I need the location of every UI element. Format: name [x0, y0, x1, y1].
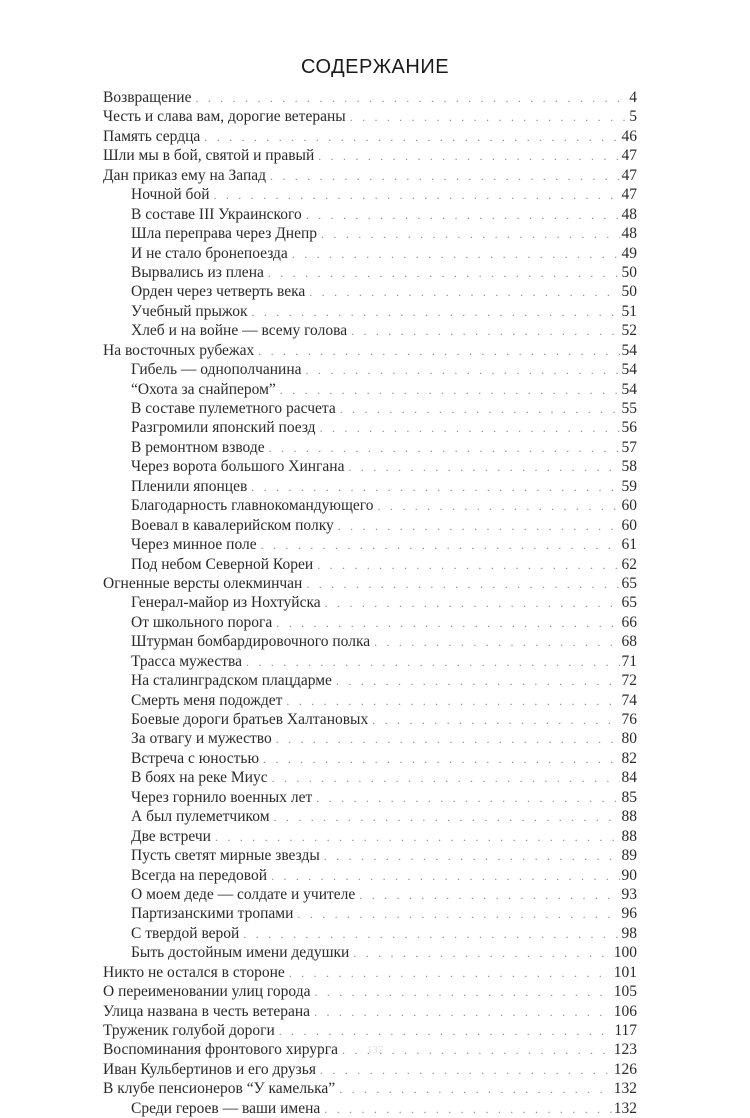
toc-entry: [103, 399, 637, 418]
toc-entry-page: 61: [621, 536, 637, 554]
dot-leader: [317, 556, 619, 574]
dot-leader: [204, 128, 619, 146]
toc-entry: [103, 88, 637, 107]
toc-entry: [103, 380, 637, 399]
toc-entry-title: Улица названа в честь ветерана: [103, 1002, 311, 1020]
toc-entry-page: 88: [621, 808, 637, 826]
toc-entry-title: Штурман бомбардировочного полка: [131, 633, 371, 651]
dot-leader: [350, 108, 628, 126]
dot-leader: [316, 789, 619, 807]
toc-entry-page: 90: [621, 866, 637, 884]
toc-entry-page: 93: [621, 885, 637, 903]
toc-entry-title: Воевал в кавалерийском полку: [131, 516, 334, 534]
toc-entry-title: Всегда на передовой: [131, 866, 268, 884]
dot-leader: [286, 692, 619, 710]
toc-entry: [103, 107, 637, 126]
toc-entry-title: Партизанскими тропами: [131, 905, 294, 923]
toc-entry: [103, 729, 637, 748]
toc-entry: [103, 438, 637, 457]
toc-entry: [103, 574, 637, 593]
toc-entry: [103, 982, 637, 1001]
toc-entry-title: Через горнило военных лет: [131, 788, 313, 806]
dot-leader: [320, 1061, 612, 1079]
toc-entry-title: Среди героев — ваши имена: [131, 1099, 321, 1117]
toc-entry-title: Трасса мужества: [131, 652, 242, 670]
toc-entry: [103, 1002, 637, 1021]
toc-entry: [103, 244, 637, 263]
table-of-contents: [103, 88, 637, 1118]
toc-entry-page: 71: [621, 652, 637, 670]
dot-leader: [318, 147, 619, 165]
toc-entry-page: 65: [621, 574, 637, 592]
toc-entry: [103, 710, 637, 729]
toc-entry-page: 48: [621, 225, 637, 243]
toc-entry-title: Через ворота большого Хингана: [131, 458, 345, 476]
toc-entry-title: Возвращение: [103, 89, 192, 106]
toc-entry-title: Иван Кульбертинов и его друзья: [103, 1060, 316, 1078]
toc-entry-page: 46: [621, 127, 637, 145]
toc-entry-page: 60: [621, 497, 637, 515]
dot-leader: [243, 925, 619, 943]
toc-entry-page: 100: [613, 944, 637, 962]
toc-entry: [103, 924, 637, 943]
toc-entry-page: 82: [621, 749, 637, 767]
toc-entry: [103, 807, 637, 826]
toc-entry: [103, 963, 637, 982]
toc-entry: [103, 516, 637, 535]
toc-entry: [103, 613, 637, 632]
toc-entry-title: Честь и слава вам, дорогие ветераны: [103, 108, 346, 126]
toc-entry: [103, 652, 637, 671]
dot-leader: [251, 303, 619, 321]
toc-entry-title: Быть достойным имени дедушки: [131, 944, 350, 962]
toc-entry-title: О переименовании улиц города: [103, 983, 311, 1001]
toc-entry-title: И не стало бронепоезда: [131, 244, 288, 262]
toc-entry-page: 66: [621, 613, 637, 631]
toc-entry: [103, 943, 637, 962]
toc-entry-page: 55: [621, 400, 637, 417]
toc-entry-page: 58: [621, 458, 637, 476]
toc-entry-title: Дан приказ ему на Запад: [103, 166, 266, 184]
dot-leader: [213, 186, 619, 204]
toc-entry-page: 123: [613, 1041, 637, 1059]
toc-entry: [103, 496, 637, 515]
toc-entry-page: 54: [621, 361, 637, 379]
toc-entry-title: Шла переправа через Днепр: [131, 225, 318, 243]
dot-leader: [374, 633, 619, 651]
toc-entry-page: 57: [621, 438, 637, 456]
toc-entry: [103, 1060, 637, 1079]
toc-entry-title: Пленили японцев: [131, 477, 248, 495]
toc-entry: [103, 827, 637, 846]
toc-entry: [103, 1079, 637, 1098]
dot-leader: [261, 536, 620, 554]
toc-entry: [103, 418, 637, 437]
toc-entry-title: Труженик голубой дороги: [103, 1022, 275, 1039]
dot-leader: [258, 342, 619, 360]
toc-entry-title: От школьного порога: [131, 613, 273, 631]
dot-leader: [336, 672, 620, 690]
page-title: СОДЕРЖАНИЕ: [300, 56, 450, 78]
toc-entry-page: 89: [621, 847, 637, 865]
toc-entry-title: На сталинградском плацдарме: [131, 672, 332, 690]
toc-entry: [103, 866, 637, 885]
toc-entry-page: 101: [613, 963, 637, 981]
toc-entry-title: Боевые дороги братьев Халтановых: [131, 711, 369, 728]
toc-entry: [103, 477, 637, 496]
toc-entry: [103, 788, 637, 807]
toc-entry-page: 132: [613, 1080, 637, 1098]
dot-leader: [270, 167, 620, 185]
toc-entry: [103, 846, 637, 865]
toc-entry-page: 50: [621, 263, 637, 281]
dot-leader: [339, 1080, 612, 1098]
dot-leader: [353, 944, 611, 962]
toc-entry-page: 50: [621, 283, 637, 301]
toc-entry-page: 5: [629, 108, 637, 126]
dot-leader: [324, 847, 620, 865]
toc-entry-title: Вырвались из плена: [131, 263, 264, 281]
dot-leader: [314, 983, 611, 1001]
toc-entry: [103, 321, 637, 340]
toc-entry-page: 54: [621, 341, 637, 359]
toc-entry-title: Смерть меня подождет: [131, 691, 283, 709]
toc-entry-page: 132: [613, 1099, 637, 1117]
toc-entry: [103, 205, 637, 224]
toc-entry-page: 84: [621, 769, 637, 787]
toc-entry-title: Гибель — однополчанина: [131, 361, 302, 379]
dot-leader: [320, 419, 620, 437]
dot-leader: [263, 750, 619, 768]
toc-entry-page: 74: [621, 691, 637, 709]
toc-entry-title: Благодарность главнокомандующего: [131, 497, 374, 515]
toc-entry-title: В составе пулеметного расчета: [131, 400, 336, 417]
toc-entry-title: В ремонтном взводе: [131, 438, 265, 456]
dot-leader: [297, 905, 619, 923]
dot-leader: [215, 828, 620, 846]
dot-leader: [309, 283, 619, 301]
toc-entry-title: Воспоминания фронтового хирурга: [103, 1041, 339, 1059]
toc-entry-title: Память сердца: [103, 127, 201, 145]
toc-entry-title: Ночной бой: [131, 186, 210, 204]
dot-leader: [324, 1100, 612, 1118]
toc-entry-page: 88: [621, 827, 637, 845]
toc-entry: [103, 885, 637, 904]
toc-entry-title: Орден через четверть века: [131, 283, 306, 301]
toc-entry: [103, 263, 637, 282]
toc-entry-page: 47: [621, 147, 637, 165]
toc-entry-title: Учебный прыжок: [131, 302, 248, 320]
toc-entry: [103, 671, 637, 690]
toc-entry: [103, 535, 637, 554]
toc-entry-page: 106: [613, 1002, 637, 1020]
toc-entry-title: О моем деде — солдате и учителе: [131, 885, 356, 903]
toc-entry: [103, 1099, 637, 1118]
dot-leader: [274, 808, 620, 826]
dot-leader: [348, 458, 619, 476]
toc-entry-title: Через минное поле: [131, 536, 257, 554]
toc-entry: [103, 593, 637, 612]
dot-leader: [351, 322, 619, 340]
toc-entry: [103, 691, 637, 710]
toc-entry-title: Никто не остался в стороне: [103, 963, 285, 981]
toc-entry: [103, 146, 637, 165]
dot-leader: [306, 361, 620, 379]
dot-leader: [359, 886, 619, 904]
toc-entry-page: 72: [621, 672, 637, 690]
dot-leader: [338, 517, 620, 535]
toc-entry-page: 56: [621, 419, 637, 437]
toc-entry: [103, 341, 637, 360]
dot-leader: [271, 867, 619, 885]
toc-entry: [103, 904, 637, 923]
toc-entry-page: 48: [621, 205, 637, 223]
toc-entry-title: Шли мы в бой, святой и правый: [103, 147, 315, 165]
dot-leader: [276, 730, 620, 748]
toc-entry-page: 54: [621, 380, 637, 398]
toc-entry: [103, 127, 637, 146]
toc-entry-page: 62: [621, 555, 637, 573]
toc-entry-title: Хлеб и на войне — всему голова: [131, 322, 348, 340]
toc-entry: [103, 224, 637, 243]
toc-entry: [103, 166, 637, 185]
dot-leader: [289, 964, 612, 982]
toc-entry-title: “Охота за снайпером”: [131, 380, 276, 398]
dot-leader: [340, 400, 620, 418]
toc-entry-page: 60: [621, 516, 637, 534]
dot-leader: [246, 653, 620, 671]
toc-entry-title: За отвагу и мужество: [131, 730, 272, 748]
toc-entry-page: 52: [621, 322, 637, 340]
dot-leader: [272, 769, 620, 787]
dot-leader: [280, 381, 620, 399]
toc-entry: [103, 749, 637, 768]
toc-entry-page: 76: [621, 711, 637, 728]
dot-leader: [378, 497, 620, 515]
dot-leader: [279, 1022, 613, 1040]
dot-leader: [321, 225, 619, 243]
toc-entry: [103, 632, 637, 651]
toc-entry-title: Генерал-майор из Нохтуйска: [131, 594, 321, 612]
toc-entry-page: 65: [621, 594, 637, 612]
toc-entry: [103, 768, 637, 787]
toc-entry-page: 117: [614, 1022, 637, 1039]
dot-leader: [251, 478, 619, 496]
dot-leader: [306, 575, 619, 593]
toc-entry-title: Огненные версты олекминчан: [103, 574, 303, 592]
toc-entry-title: В клубе пенсионеров “У камелька”: [103, 1080, 336, 1098]
dot-leader: [306, 206, 620, 224]
dot-leader: [314, 1003, 612, 1021]
toc-entry: [103, 282, 637, 301]
toc-entry-page: 59: [621, 477, 637, 495]
toc-entry-title: На восточных рубежах: [103, 341, 255, 359]
toc-entry-page: 47: [621, 166, 637, 184]
toc-entry-title: В составе III Украинского: [131, 205, 302, 223]
toc-entry-title: В боях на реке Миус: [131, 769, 268, 787]
toc-entry-page: 126: [613, 1060, 637, 1078]
toc-entry-title: С твердой верой: [131, 924, 240, 942]
toc-entry: [103, 1021, 637, 1040]
toc-entry-title: Под небом Северной Кореи: [131, 555, 314, 573]
dot-leader: [195, 89, 627, 107]
dot-leader: [325, 594, 620, 612]
dot-leader: [292, 245, 620, 263]
dot-leader: [269, 439, 620, 457]
dot-leader: [276, 614, 619, 632]
toc-entry-page: 51: [621, 302, 637, 320]
toc-entry-page: 80: [621, 730, 637, 748]
toc-entry: [103, 302, 637, 321]
toc-entry: [103, 457, 637, 476]
toc-entry-title: Разгромили японский поезд: [131, 419, 316, 437]
toc-entry-title: Пусть светят мирные звезды: [131, 847, 320, 865]
toc-entry-page: 49: [621, 244, 637, 262]
dot-leader: [372, 711, 619, 729]
page-number: 137: [366, 1044, 384, 1056]
toc-entry-title: Две встречи: [131, 827, 211, 845]
toc-entry-page: 96: [621, 905, 637, 923]
toc-entry-page: 68: [621, 633, 637, 651]
toc-entry-page: 105: [613, 983, 637, 1001]
toc-entry-page: 85: [621, 788, 637, 806]
toc-entry: [103, 185, 637, 204]
dot-leader: [268, 264, 620, 282]
toc-entry-title: Встреча с юностью: [131, 749, 260, 767]
toc-entry-page: 98: [621, 924, 637, 942]
toc-entry-page: 47: [621, 186, 637, 204]
toc-entry-page: 4: [629, 89, 637, 106]
toc-entry: [103, 360, 637, 379]
toc-entry-title: А был пулеметчиком: [131, 808, 270, 826]
toc-entry: [103, 555, 637, 574]
